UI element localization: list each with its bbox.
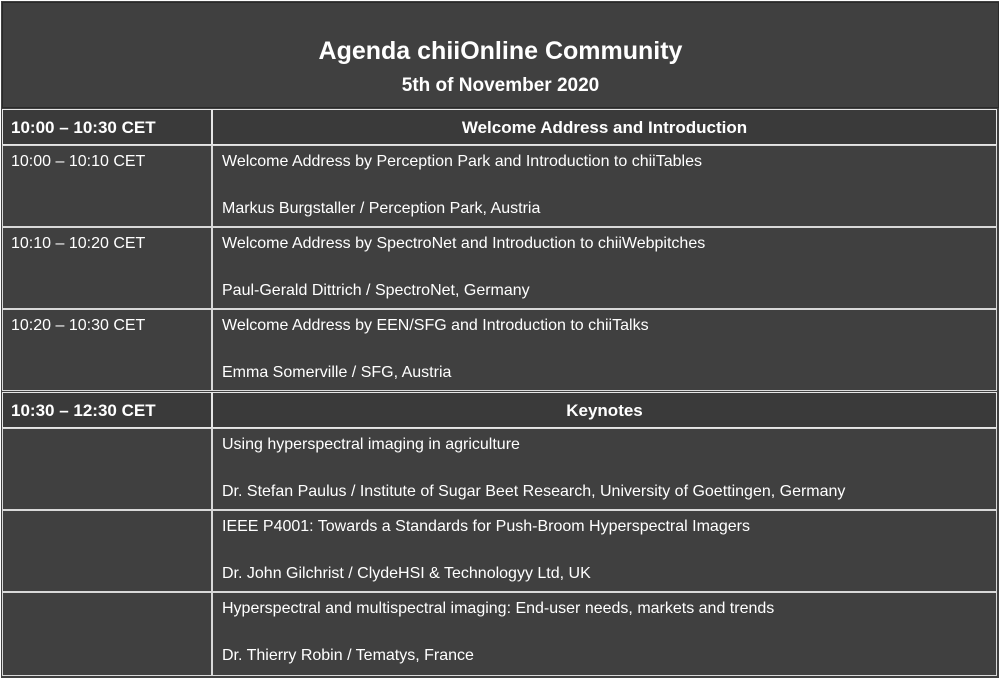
item-speaker: Markus Burgstaller / Perception Park, Austria	[222, 200, 541, 217]
item-title: IEEE P4001: Towards a Standards for Push-Broom Hyperspectral Imagers	[222, 518, 750, 535]
item-title: Hyperspectral and multispectral imaging: End-user needs, markets and trends	[222, 600, 775, 617]
item-speaker: Paul-Gerald Dittrich / SpectroNet, Germany	[222, 282, 530, 299]
agenda-header	[2, 2, 999, 108]
section-time: 10:30 – 12:30 CET	[11, 401, 156, 420]
item-title: Welcome Address by Perception Park and Introduction to chiiTables	[222, 153, 702, 170]
item-time: 10:10 – 10:20 CET	[11, 235, 146, 252]
section-row-welcome	[2, 109, 997, 145]
item-title: Welcome Address by SpectroNet and Introduction to chiiWebpitches	[222, 235, 706, 252]
item-title: Welcome Address by EEN/SFG and Introduction to chiiTalks	[222, 317, 649, 334]
item-time: 10:20 – 10:30 CET	[11, 317, 146, 334]
agenda-title: Agenda chiiOnline Community	[318, 37, 683, 65]
agenda-item-row	[2, 145, 997, 227]
item-time: 10:00 – 10:10 CET	[11, 153, 146, 170]
agenda-date: 5th of November 2020	[401, 75, 600, 96]
item-speaker: Dr. John Gilchrist / ClydeHSI & Technologyy Ltd, UK	[222, 565, 591, 582]
agenda-item-row	[2, 227, 997, 309]
item-speaker: Dr. Thierry Robin / Tematys, France	[222, 647, 474, 664]
section-title: Keynotes	[566, 401, 643, 420]
item-title: Using hyperspectral imaging in agriculture	[222, 436, 520, 453]
agenda-item-row	[2, 428, 997, 510]
agenda-item-row	[2, 510, 997, 592]
item-speaker: Dr. Stefan Paulus / Institute of Sugar Beet Research, University of Goettingen, Germany	[222, 483, 846, 500]
section-row-keynotes	[2, 392, 997, 428]
item-speaker: Emma Somerville / SFG, Austria	[222, 364, 452, 381]
agenda-item-row	[2, 309, 997, 391]
agenda-item-row	[2, 592, 997, 676]
section-time: 10:00 – 10:30 CET	[11, 118, 156, 137]
section-title: Welcome Address and Introduction	[461, 118, 748, 137]
